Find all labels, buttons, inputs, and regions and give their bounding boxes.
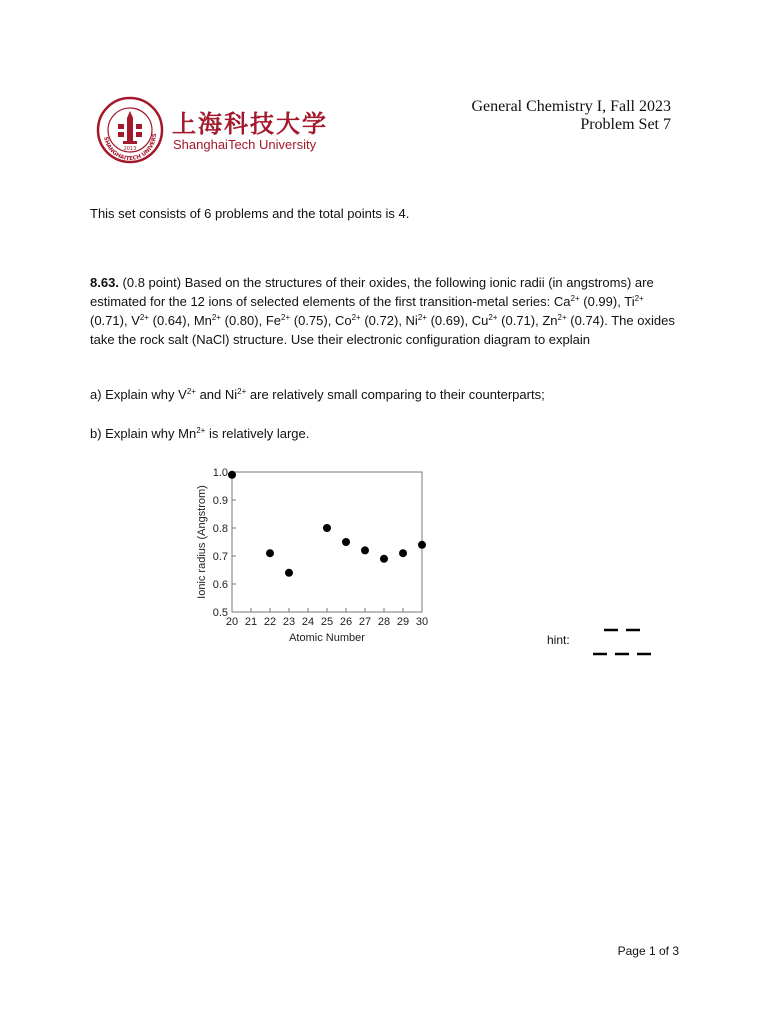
problem-text-a: Based on the structures of their oxides, the following ionic radii (in angstroms) are estimated for the 12 ions of selected elements of the first transition-metal series: bbox=[90, 275, 654, 309]
x-tick-label: 22 bbox=[263, 616, 277, 628]
x-tick-label: 30 bbox=[415, 616, 429, 628]
data-point bbox=[285, 569, 293, 577]
course-header bbox=[471, 98, 671, 134]
ion-item: $Fe^{2+}$ (0.75) bbox=[265, 313, 328, 328]
data-point bbox=[361, 546, 369, 554]
y-axis-label: Ionic radius (Angstrom) bbox=[196, 485, 208, 599]
data-point bbox=[228, 471, 236, 479]
ion-item: $Ca^{2+}$ (0.99) bbox=[553, 294, 618, 309]
y-tick-label: 0.5 bbox=[212, 607, 228, 619]
data-points bbox=[228, 471, 426, 577]
ion-item: $Mn^{2+}$ (0.80) bbox=[193, 313, 259, 328]
ion-item: $Ni^{2+}$ (0.69) bbox=[405, 313, 465, 328]
y-tick-label: 0.6 bbox=[212, 579, 228, 591]
university-seal-logo bbox=[96, 96, 164, 164]
x-tick-label: 24 bbox=[301, 616, 315, 628]
question-b: b) Explain why $Mn^{2+}$ is relatively large. bbox=[90, 426, 310, 441]
data-point bbox=[266, 549, 274, 557]
problem-statement bbox=[90, 273, 680, 349]
ion-item: $Ti^{2+}$ (0.71) bbox=[90, 294, 644, 328]
x-axis-ticks bbox=[226, 608, 428, 628]
y-tick-label: 0.9 bbox=[212, 495, 228, 507]
orbital-splitting-diagram bbox=[590, 622, 654, 662]
x-tick-label: 25 bbox=[320, 616, 334, 628]
page-number: Page 1 of 3 bbox=[617, 944, 679, 958]
seal-year: 2013 bbox=[123, 146, 137, 152]
question-a: a) Explain why $V^{2+}$ and $Ni^{2+}$ are relatively small comparing to their counterparts; bbox=[90, 387, 545, 402]
ion-list: $Ca^{2+}$ (0.99), $Ti^{2+}$ (0.71), $V^{2+}$ (0.64), $Mn^{2+}$ (0.80), $Fe^{2+}$ (0.75), $Co^{2+}$ (0.72), $Ni^{2+}$ (0.69), $Cu^{2+}$ (0.71), $Zn^{2+}$ (0.74) bbox=[90, 294, 644, 328]
university-name-chinese: 上海科技大学 bbox=[172, 109, 328, 138]
x-tick-label: 23 bbox=[282, 616, 296, 628]
problem-number: 8.63. bbox=[90, 275, 119, 290]
ion-item: $Cu^{2+}$ (0.71) bbox=[471, 313, 536, 328]
ion-item: $V^{2+}$ (0.64) bbox=[131, 313, 187, 328]
hint-label: hint: bbox=[547, 633, 570, 647]
y-tick-label: 0.7 bbox=[212, 551, 228, 563]
ionic-radius-scatter-chart bbox=[190, 462, 440, 647]
y-tick-label: 0.8 bbox=[212, 523, 228, 535]
data-point bbox=[418, 541, 426, 549]
plot-frame bbox=[232, 472, 422, 612]
ion-item: $Zn^{2+}$ (0.74) bbox=[542, 313, 605, 328]
data-point bbox=[342, 538, 350, 546]
x-tick-label: 28 bbox=[377, 616, 391, 628]
problem-set-title: Problem Set 7 bbox=[580, 116, 671, 133]
intro-text: This set consists of 6 problems and the total points is 4. bbox=[90, 206, 410, 221]
x-tick-label: 26 bbox=[339, 616, 353, 628]
x-tick-label: 21 bbox=[244, 616, 258, 628]
x-tick-label: 27 bbox=[358, 616, 372, 628]
problem-text-b: . The oxides take the rock salt (NaCl) structure. Use their electronic configuration diagram to explain bbox=[90, 313, 675, 347]
data-point bbox=[380, 555, 388, 563]
data-point bbox=[323, 524, 331, 532]
seal-text: SHANGHAITECH UNIVERS bbox=[102, 133, 159, 163]
ion-item: $Co^{2+}$ (0.72) bbox=[334, 313, 399, 328]
data-point bbox=[399, 549, 407, 557]
problem-points: (0.8 point) bbox=[122, 275, 182, 290]
x-axis-label: Atomic Number bbox=[289, 632, 365, 644]
x-tick-label: 29 bbox=[396, 616, 410, 628]
course-title: General Chemistry I, Fall 2023 bbox=[471, 98, 671, 115]
x-tick-label: 20 bbox=[225, 616, 239, 628]
y-axis-ticks bbox=[213, 467, 236, 619]
university-name-english: ShanghaiTech University bbox=[173, 137, 317, 152]
y-tick-label: 1.0 bbox=[212, 467, 228, 479]
